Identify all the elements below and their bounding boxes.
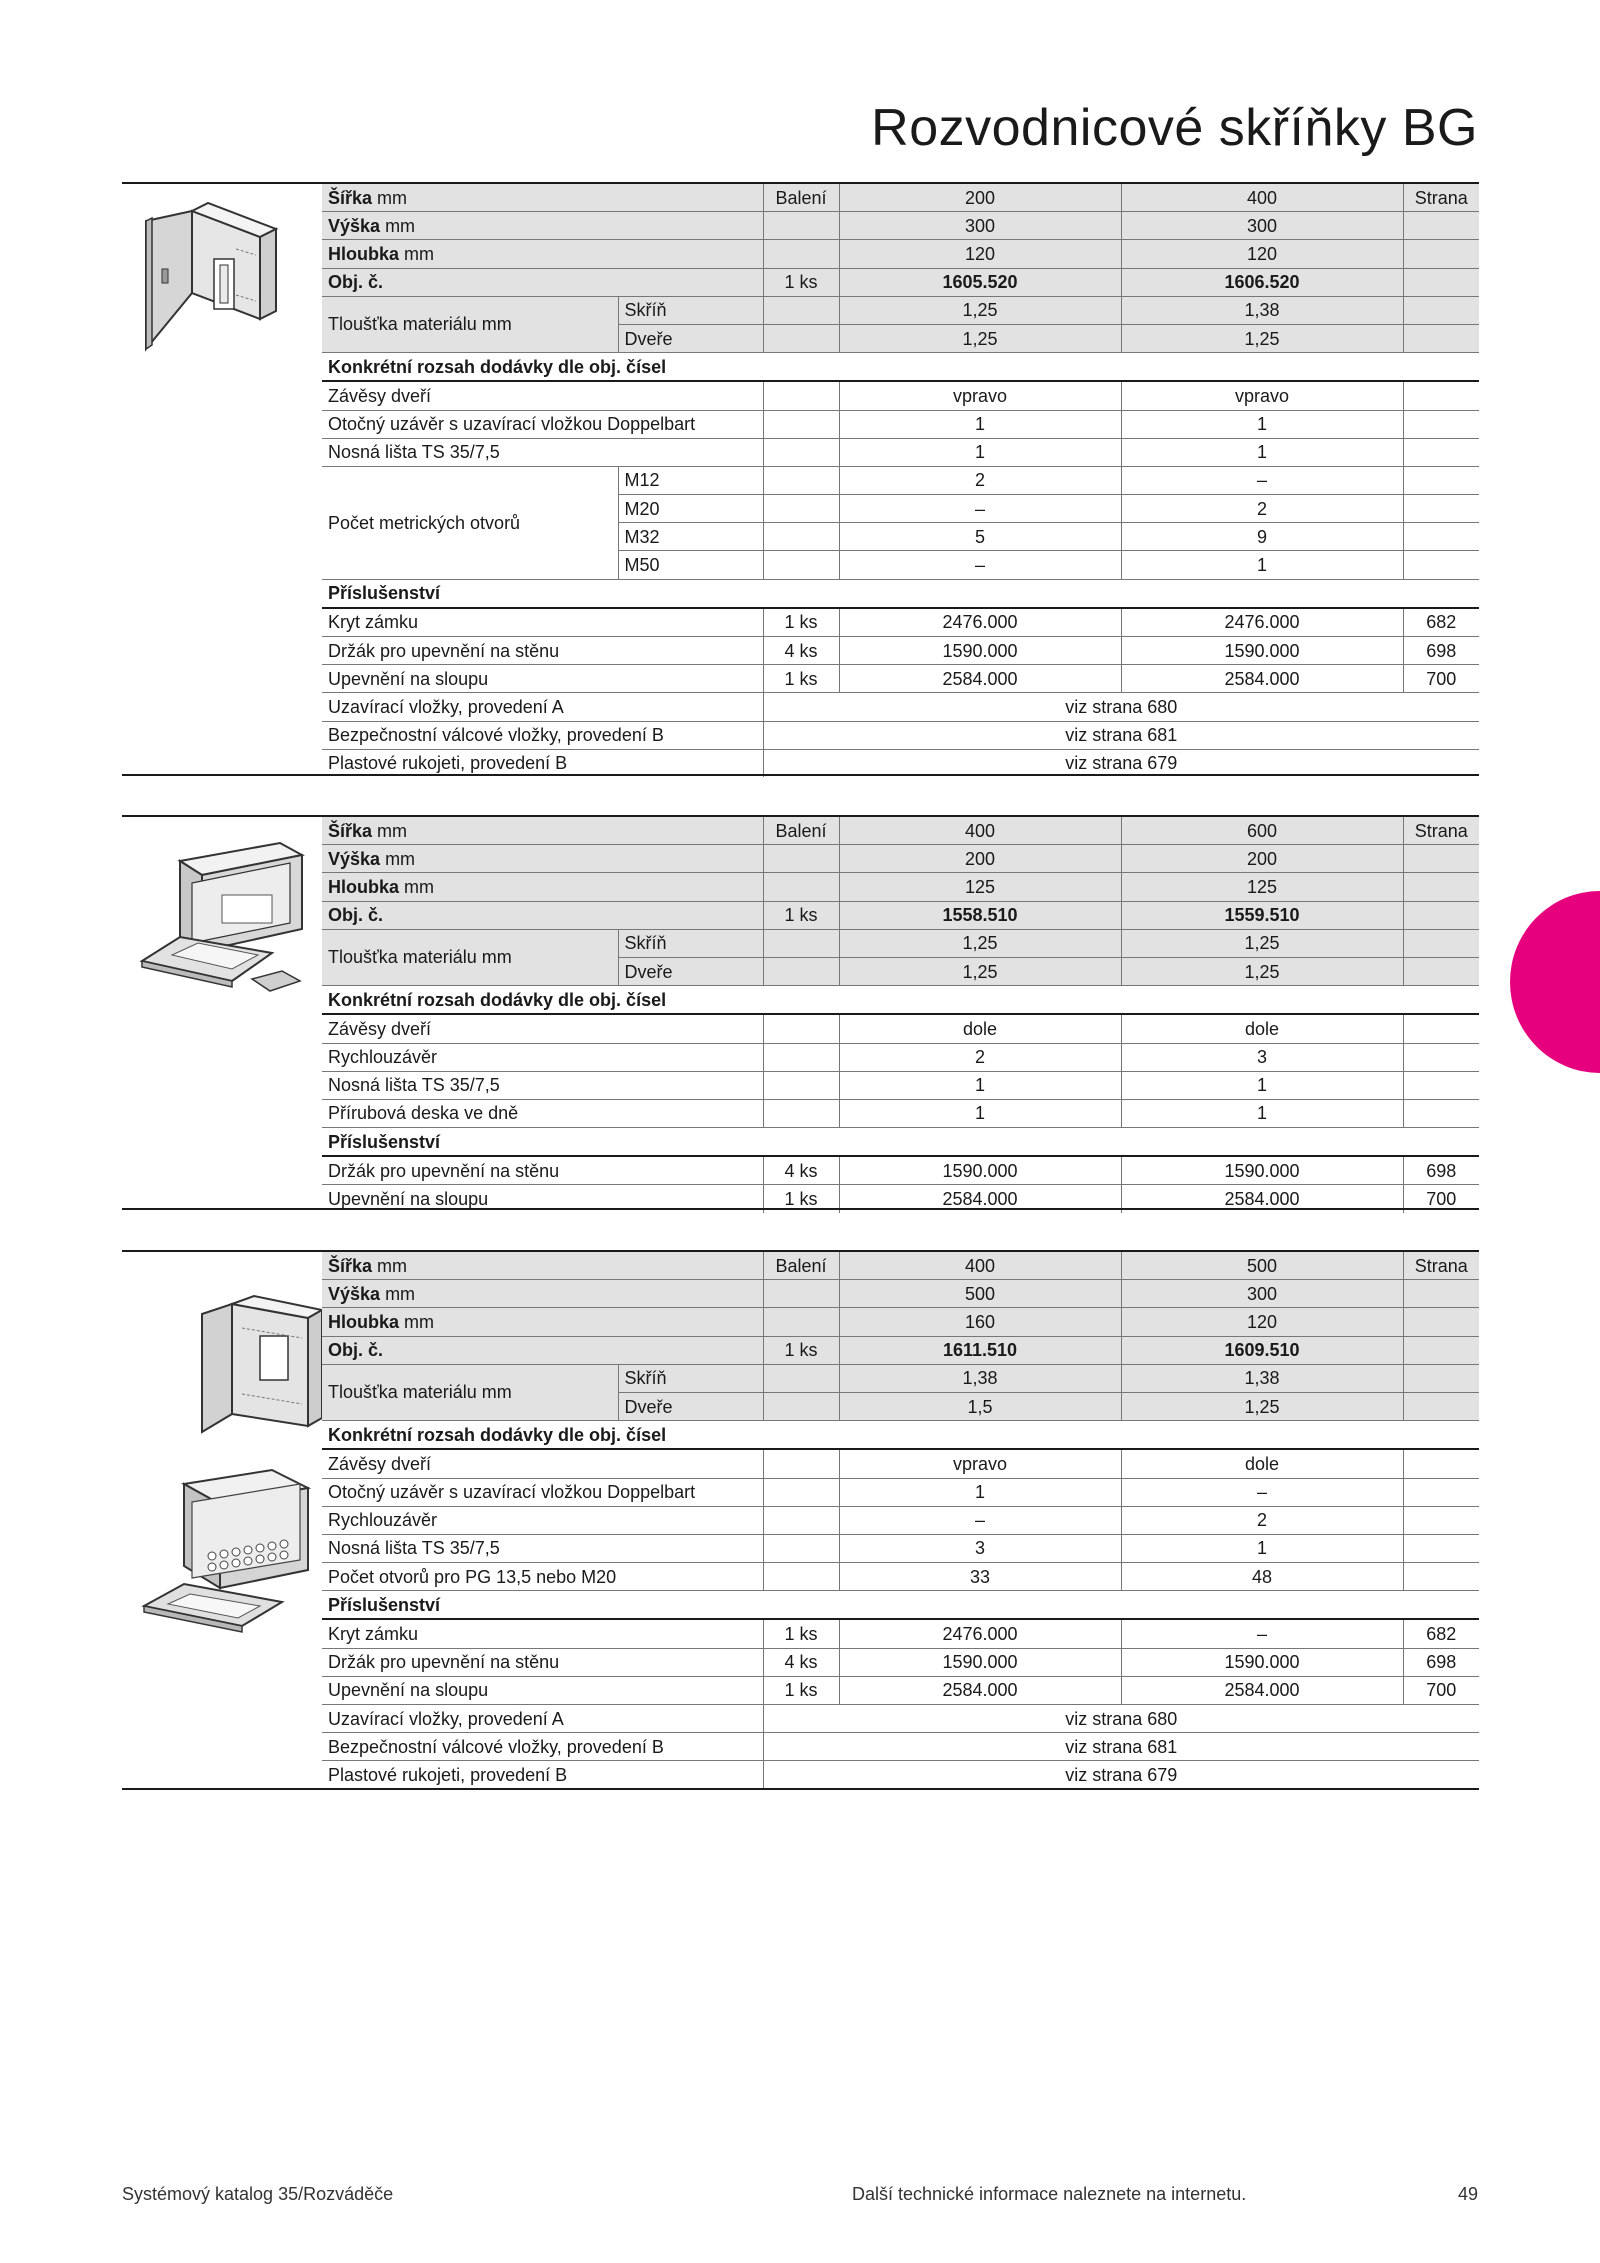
label-dvere: Dveře xyxy=(618,957,763,985)
row-tloustka-skrin xyxy=(322,929,1479,957)
scope-value-2: 1 xyxy=(1121,1071,1403,1099)
scope-value-1: 1 xyxy=(839,1071,1121,1099)
scope-value-2: 3 xyxy=(1121,1043,1403,1071)
label-hloubka: Hloubka xyxy=(328,243,400,264)
accessory-label: Držák pro upevnění na stěnu xyxy=(322,1156,763,1185)
value-skrin-1: 1,25 xyxy=(839,929,1121,957)
unit-mm: mm xyxy=(399,243,435,264)
value-obj-1: 1611.510 xyxy=(839,1336,1121,1364)
accessory-row xyxy=(322,1648,1479,1676)
header-baleni: Balení xyxy=(763,816,839,845)
accessory-page: 700 xyxy=(1403,1676,1479,1704)
scope-label: Závěsy dveří xyxy=(322,1014,763,1043)
accessory-pack: 1 ks xyxy=(763,1185,839,1213)
wall-box-flat-door-down-icon xyxy=(132,831,312,1011)
scope-value-1: 1 xyxy=(839,1478,1121,1506)
label-skrin: Skříň xyxy=(618,296,763,324)
scope-value-2: 1 xyxy=(1121,438,1403,466)
section-heading-prislusenstvi xyxy=(322,1591,1479,1620)
scope-value-2: 2 xyxy=(1121,1506,1403,1534)
value-obj-1: 1558.510 xyxy=(839,901,1121,929)
spec-table-1 xyxy=(322,182,1479,777)
page-title: Rozvodnicové skříňky BG xyxy=(871,99,1478,157)
scope-row xyxy=(322,1071,1479,1099)
section-heading-rozsah xyxy=(322,986,1479,1015)
metric-size: M12 xyxy=(618,466,763,494)
label-obj-c: Obj. č. xyxy=(322,901,763,929)
row-vyska xyxy=(322,1280,1479,1308)
row-hloubka xyxy=(322,873,1479,901)
scope-label: Rychlouzávěr xyxy=(322,1506,763,1534)
header-baleni: Balení xyxy=(763,183,839,212)
accessory-value-1: 2584.000 xyxy=(839,1676,1121,1704)
header-strana: Strana xyxy=(1403,183,1479,212)
heading-rozsah: Konkrétní rozsah dodávky dle obj. čísel xyxy=(322,986,1479,1015)
label-vyska: Výška xyxy=(328,1283,381,1304)
see-page-row xyxy=(322,721,1479,749)
label-metric-holes: Počet metrických otvorů xyxy=(322,466,618,579)
metric-value-2: – xyxy=(1121,466,1403,494)
value-obj-2: 1606.520 xyxy=(1121,268,1403,296)
heading-prislusenstvi: Příslušenství xyxy=(322,1128,1479,1157)
scope-value-2: 1 xyxy=(1121,410,1403,438)
metric-value-1: – xyxy=(839,495,1121,523)
section-heading-rozsah xyxy=(322,353,1479,382)
scope-row xyxy=(322,1449,1479,1478)
accessory-page: 698 xyxy=(1403,1648,1479,1676)
value-hloubka-1: 120 xyxy=(839,240,1121,268)
scope-row xyxy=(322,410,1479,438)
heading-prislusenstvi: Příslušenství xyxy=(322,579,1479,608)
section-heading-rozsah xyxy=(322,1421,1479,1450)
spec-table-2 xyxy=(322,815,1479,1213)
value-hloubka-2: 120 xyxy=(1121,1308,1403,1336)
label-dvere: Dveře xyxy=(618,1392,763,1420)
scope-value-2: dole xyxy=(1121,1014,1403,1043)
scope-row xyxy=(322,1014,1479,1043)
scope-row xyxy=(322,1478,1479,1506)
accessory-pack: 1 ks xyxy=(763,608,839,637)
accessory-pack: 1 ks xyxy=(763,665,839,693)
label-vyska: Výška xyxy=(328,848,381,869)
see-page-ref: viz strana 679 xyxy=(763,749,1479,777)
label-sirka: Šířka xyxy=(328,187,373,208)
value-obj-1: 1605.520 xyxy=(839,268,1121,296)
value-dvere-1: 1,5 xyxy=(839,1392,1121,1420)
scope-label: Nosná lišta TS 35/7,5 xyxy=(322,438,763,466)
value-dvere-2: 1,25 xyxy=(1121,957,1403,985)
footer-info-note: Další technické informace naleznete na internetu. xyxy=(852,2184,1247,2204)
scope-row xyxy=(322,1506,1479,1534)
value-obj-2: 1609.510 xyxy=(1121,1336,1403,1364)
scope-row xyxy=(322,1563,1479,1591)
heading-rozsah: Konkrétní rozsah dodávky dle obj. čísel xyxy=(322,353,1479,382)
value-skrin-1: 1,25 xyxy=(839,296,1121,324)
accessory-label: Upevnění na sloupu xyxy=(328,1189,489,1210)
accessory-row xyxy=(322,665,1479,693)
accessory-pack: 4 ks xyxy=(763,1648,839,1676)
accessory-value-1: 2584.000 xyxy=(839,1185,1121,1213)
accessory-value-1: 1590.000 xyxy=(839,637,1121,665)
metric-size: M32 xyxy=(618,523,763,551)
header-strana: Strana xyxy=(1403,816,1479,845)
label-skrin: Skříň xyxy=(618,1364,763,1392)
value-sirka-2: 600 xyxy=(1121,816,1403,845)
accessory-value-2: 1590.000 xyxy=(1121,1156,1403,1185)
scope-value-1: 1 xyxy=(839,1099,1121,1127)
scope-label: Nosná lišta TS 35/7,5 xyxy=(322,1534,763,1562)
scope-label: Otočný uzávěr s uzavírací vložkou Doppelbart xyxy=(322,410,763,438)
row-hloubka xyxy=(322,1308,1479,1336)
value-vyska-2: 300 xyxy=(1121,212,1403,240)
see-page-ref: viz strana 679 xyxy=(763,1761,1479,1789)
see-page-label: Plastové rukojeti, provedení B xyxy=(328,753,568,774)
accessory-pack: 4 ks xyxy=(763,637,839,665)
accessory-value-2: 2476.000 xyxy=(1121,608,1403,637)
metric-value-1: – xyxy=(839,551,1121,579)
row-obj xyxy=(322,901,1479,929)
metric-size: M20 xyxy=(618,495,763,523)
scope-label: Rychlouzávěr xyxy=(322,1043,763,1071)
header-strana: Strana xyxy=(1403,1251,1479,1280)
unit-mm: mm xyxy=(380,215,416,236)
label-obj-c: Obj. č. xyxy=(322,268,763,296)
value-hloubka-2: 125 xyxy=(1121,873,1403,901)
label-tloustka: Tloušťka materiálu mm xyxy=(322,929,618,985)
see-page-ref: viz strana 681 xyxy=(763,1733,1479,1761)
scope-value-2: 1 xyxy=(1121,1099,1403,1127)
unit-mm: mm xyxy=(380,1283,416,1304)
section-bottom-rule xyxy=(122,774,1479,776)
spec-table-3 xyxy=(322,1250,1479,1789)
accessory-value-1: 2584.000 xyxy=(839,665,1121,693)
scope-value-1: 33 xyxy=(839,1563,1121,1591)
scope-row xyxy=(322,1534,1479,1562)
value-vyska-1: 200 xyxy=(839,845,1121,873)
row-tloustka-skrin xyxy=(322,1364,1479,1392)
accessory-label: Upevnění na sloupu xyxy=(322,665,763,693)
accessory-value-2: 2584.000 xyxy=(1121,1185,1403,1213)
accessory-value-2: 2584.000 xyxy=(1121,665,1403,693)
scope-row xyxy=(322,438,1479,466)
accessory-row xyxy=(322,1156,1479,1185)
row-sirka xyxy=(322,1251,1479,1280)
value-skrin-2: 1,38 xyxy=(1121,1364,1403,1392)
value-hloubka-1: 125 xyxy=(839,873,1121,901)
unit-mm: mm xyxy=(372,187,408,208)
value-baleni: 1 ks xyxy=(763,901,839,929)
see-page-ref: viz strana 681 xyxy=(763,721,1479,749)
accessory-page: 698 xyxy=(1403,637,1479,665)
value-skrin-2: 1,25 xyxy=(1121,929,1403,957)
metric-size: M50 xyxy=(618,551,763,579)
accessory-value-2: 1590.000 xyxy=(1121,1648,1403,1676)
see-page-row xyxy=(322,1705,1479,1733)
label-dvere: Dveře xyxy=(618,324,763,352)
wall-box-upright-open-door-icon xyxy=(132,199,282,369)
see-page-label: Plastové rukojeti, provedení B xyxy=(328,1764,568,1785)
scope-label: Počet otvorů pro PG 13,5 nebo M20 xyxy=(322,1563,763,1591)
value-sirka-2: 500 xyxy=(1121,1251,1403,1280)
footer-catalog-name: Systémový katalog 35/Rozváděče xyxy=(122,2184,394,2204)
see-page-ref: viz strana 680 xyxy=(763,1705,1479,1733)
row-obj xyxy=(322,268,1479,296)
row-vyska xyxy=(322,212,1479,240)
metric-value-1: 2 xyxy=(839,466,1121,494)
scope-value-1: 2 xyxy=(839,1043,1121,1071)
scope-value-1: 1 xyxy=(839,410,1121,438)
accessory-value-1: 1590.000 xyxy=(839,1156,1121,1185)
section-heading-prislusenstvi xyxy=(322,1128,1479,1157)
product-section-2 xyxy=(122,815,1479,1210)
accessory-label: Držák pro upevnění na stěnu xyxy=(322,637,763,665)
accessory-page: 682 xyxy=(1403,608,1479,637)
value-vyska-2: 300 xyxy=(1121,1280,1403,1308)
accessory-label: Kryt zámku xyxy=(322,608,763,637)
accessory-value-1: 1590.000 xyxy=(839,1648,1121,1676)
scope-value-1: dole xyxy=(839,1014,1121,1043)
accessory-pack: 1 ks xyxy=(763,1676,839,1704)
scope-value-2: 48 xyxy=(1121,1563,1403,1591)
label-tloustka: Tloušťka materiálu mm xyxy=(322,1364,618,1420)
scope-value-2: vpravo xyxy=(1121,381,1403,410)
scope-value-1: – xyxy=(839,1506,1121,1534)
unit-mm: mm xyxy=(399,876,435,897)
scope-label: Přírubová deska ve dně xyxy=(322,1099,763,1127)
wall-box-pair-icon xyxy=(132,1266,322,1666)
accessory-value-2: 2584.000 xyxy=(1121,1676,1403,1704)
see-page-row xyxy=(322,1733,1479,1761)
value-sirka-1: 400 xyxy=(839,1251,1121,1280)
accessory-value-1: 2476.000 xyxy=(839,1619,1121,1648)
accessory-pack: 1 ks xyxy=(763,1619,839,1648)
section-heading-prislusenstvi xyxy=(322,579,1479,608)
metric-value-1: 5 xyxy=(839,523,1121,551)
value-baleni: 1 ks xyxy=(763,268,839,296)
see-page-label: Bezpečnostní válcové vložky, provedení B xyxy=(322,1733,763,1761)
accessory-label: Upevnění na sloupu xyxy=(322,1676,763,1704)
accessory-value-2: 1590.000 xyxy=(1121,637,1403,665)
scope-row xyxy=(322,1099,1479,1127)
accessory-row xyxy=(322,637,1479,665)
chapter-tab-marker xyxy=(1510,891,1600,1073)
accessory-value-2: – xyxy=(1121,1619,1403,1648)
row-sirka xyxy=(322,816,1479,845)
heading-rozsah: Konkrétní rozsah dodávky dle obj. čísel xyxy=(322,1421,1479,1450)
value-baleni: 1 ks xyxy=(763,1336,839,1364)
label-sirka: Šířka xyxy=(328,1255,373,1276)
product-section-1 xyxy=(122,182,1479,776)
scope-value-1: vpravo xyxy=(839,1449,1121,1478)
metric-value-2: 9 xyxy=(1121,523,1403,551)
label-vyska: Výška xyxy=(328,215,381,236)
value-hloubka-1: 160 xyxy=(839,1308,1121,1336)
see-page-label: Uzavírací vložky, provedení A xyxy=(322,693,763,721)
scope-label: Závěsy dveří xyxy=(322,1449,763,1478)
unit-mm: mm xyxy=(399,1311,435,1332)
heading-prislusenstvi: Příslušenství xyxy=(322,1591,1479,1620)
unit-mm: mm xyxy=(380,848,416,869)
row-tloustka-skrin xyxy=(322,296,1479,324)
section-bottom-rule xyxy=(122,1208,1479,1210)
label-hloubka: Hloubka xyxy=(328,876,400,897)
scope-value-2: – xyxy=(1121,1478,1403,1506)
row-sirka xyxy=(322,183,1479,212)
label-tloustka: Tloušťka materiálu mm xyxy=(322,296,618,352)
scope-label: Nosná lišta TS 35/7,5 xyxy=(322,1071,763,1099)
metric-value-2: 1 xyxy=(1121,551,1403,579)
label-skrin: Skříň xyxy=(618,929,763,957)
see-page-row xyxy=(322,749,1479,777)
value-vyska-2: 200 xyxy=(1121,845,1403,873)
accessory-row xyxy=(322,1676,1479,1704)
value-hloubka-2: 120 xyxy=(1121,240,1403,268)
see-page-label: Bezpečnostní válcové vložky, provedení B xyxy=(322,721,763,749)
accessory-label: Držák pro upevnění na stěnu xyxy=(322,1648,763,1676)
row-hloubka xyxy=(322,240,1479,268)
value-dvere-1: 1,25 xyxy=(839,324,1121,352)
value-vyska-1: 500 xyxy=(839,1280,1121,1308)
value-obj-2: 1559.510 xyxy=(1121,901,1403,929)
value-sirka-2: 400 xyxy=(1121,183,1403,212)
unit-mm: mm xyxy=(372,820,408,841)
section-bottom-rule xyxy=(122,1788,1479,1790)
accessory-pack: 4 ks xyxy=(763,1156,839,1185)
product-section-3 xyxy=(122,1250,1479,1790)
label-hloubka: Hloubka xyxy=(328,1311,400,1332)
page-number: 49 xyxy=(1457,2184,1478,2204)
scope-value-2: 1 xyxy=(1121,1534,1403,1562)
unit-mm: mm xyxy=(372,1255,408,1276)
scope-row xyxy=(322,1043,1479,1071)
see-page-row xyxy=(322,1761,1479,1789)
scope-label: Závěsy dveří xyxy=(322,381,763,410)
value-dvere-2: 1,25 xyxy=(1121,1392,1403,1420)
scope-value-1: vpravo xyxy=(839,381,1121,410)
value-sirka-1: 400 xyxy=(839,816,1121,845)
accessory-value-1: 2476.000 xyxy=(839,608,1121,637)
accessory-page: 698 xyxy=(1403,1156,1479,1185)
value-skrin-1: 1,38 xyxy=(839,1364,1121,1392)
accessory-row xyxy=(322,608,1479,637)
value-dvere-2: 1,25 xyxy=(1121,324,1403,352)
scope-label: Otočný uzávěr s uzavírací vložkou Doppelbart xyxy=(322,1478,763,1506)
scope-row xyxy=(322,381,1479,410)
scope-value-1: 3 xyxy=(839,1534,1121,1562)
scope-value-1: 1 xyxy=(839,438,1121,466)
label-obj-c: Obj. č. xyxy=(322,1336,763,1364)
value-dvere-1: 1,25 xyxy=(839,957,1121,985)
metric-holes-row xyxy=(322,466,1479,494)
accessory-page: 700 xyxy=(1403,665,1479,693)
label-sirka: Šířka xyxy=(328,820,373,841)
row-obj xyxy=(322,1336,1479,1364)
metric-value-2: 2 xyxy=(1121,495,1403,523)
scope-value-2: dole xyxy=(1121,1449,1403,1478)
value-vyska-1: 300 xyxy=(839,212,1121,240)
accessory-page: 682 xyxy=(1403,1619,1479,1648)
see-page-label: Uzavírací vložky, provedení A xyxy=(322,1705,763,1733)
accessory-row xyxy=(322,1619,1479,1648)
see-page-row xyxy=(322,693,1479,721)
value-sirka-1: 200 xyxy=(839,183,1121,212)
header-baleni: Balení xyxy=(763,1251,839,1280)
accessory-label: Kryt zámku xyxy=(322,1619,763,1648)
value-skrin-2: 1,38 xyxy=(1121,296,1403,324)
accessory-page: 700 xyxy=(1403,1185,1479,1213)
see-page-ref: viz strana 680 xyxy=(763,693,1479,721)
row-vyska xyxy=(322,845,1479,873)
